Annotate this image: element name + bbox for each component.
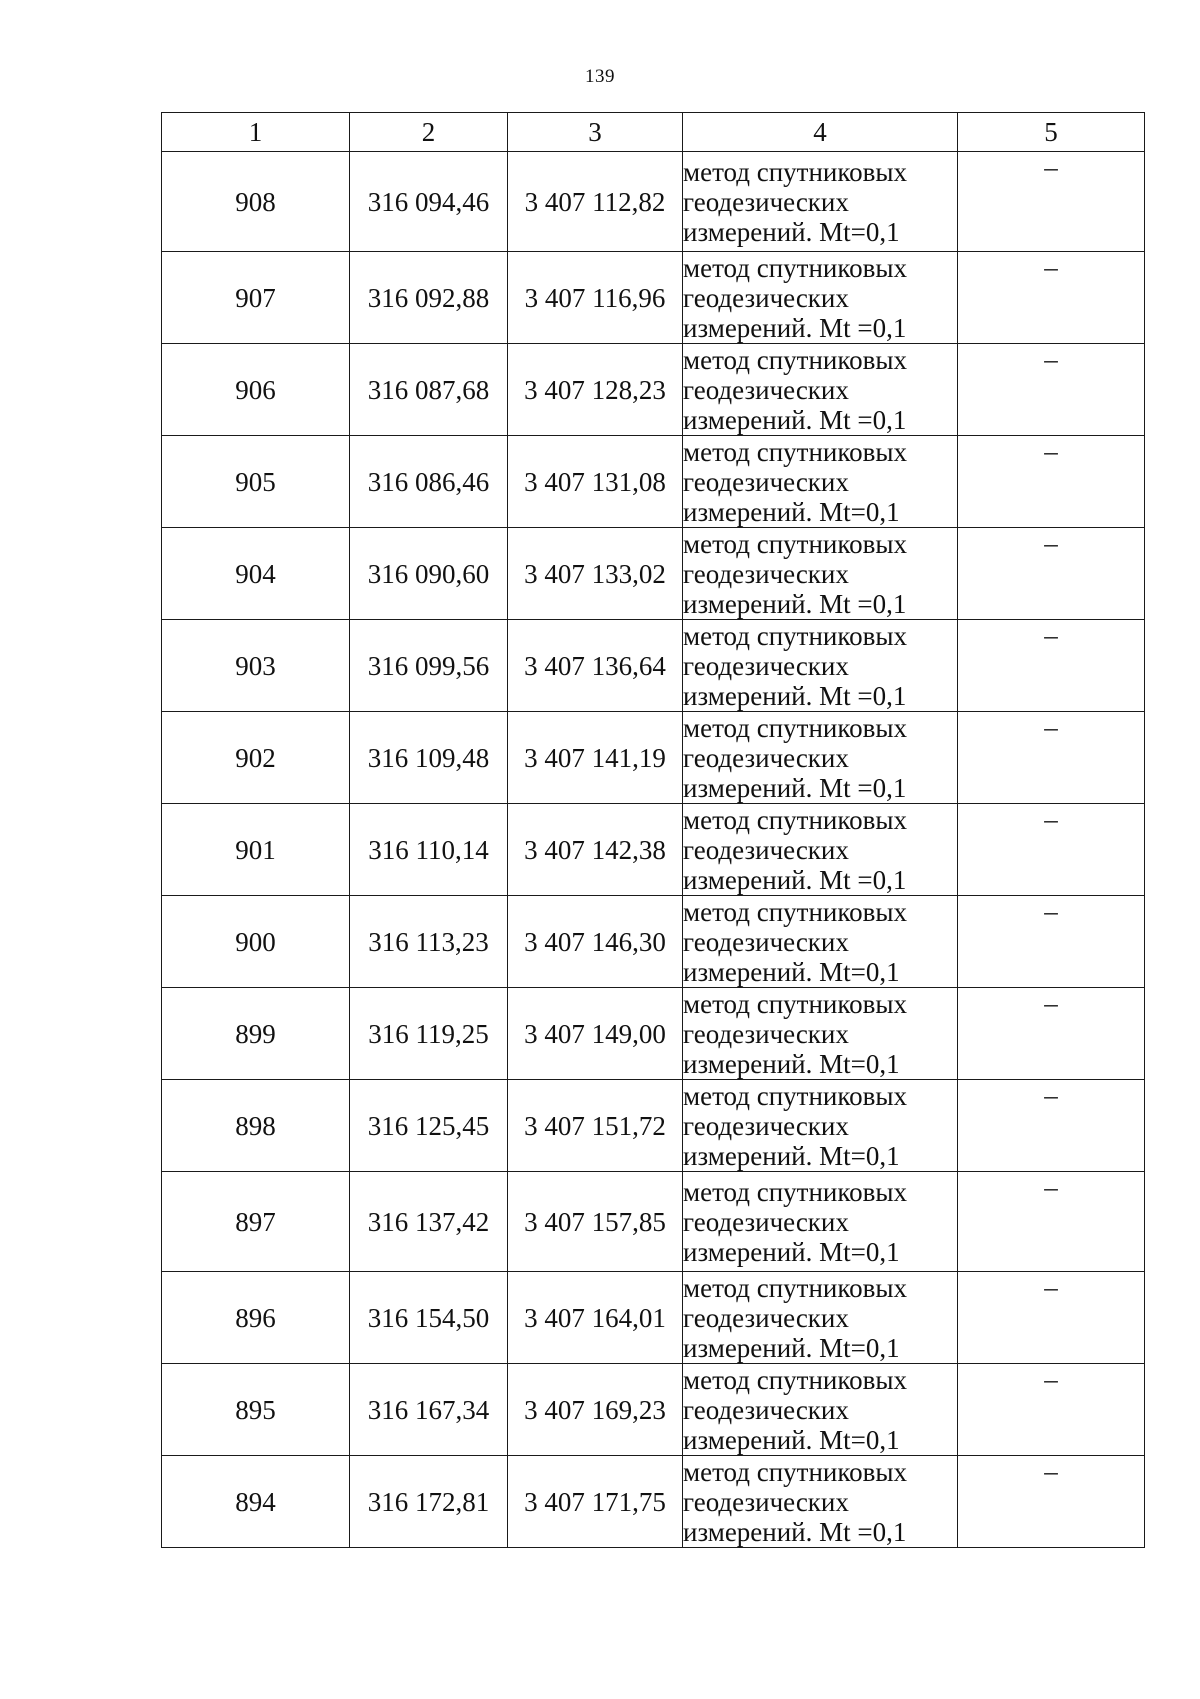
table-row: [162, 252, 1145, 344]
method-line-1: метод спутниковых: [683, 988, 907, 1019]
method-line-2: геодезических: [683, 282, 849, 313]
method-cell: [683, 1172, 958, 1272]
point-number-cell: 894: [162, 1456, 350, 1548]
note-cell: –: [958, 804, 1145, 896]
y-coordinate-cell: 3 407 133,02: [508, 528, 683, 620]
table-row: [162, 436, 1145, 528]
method-line-3: измерений. Mt =0,1: [683, 404, 907, 435]
method-cell: [683, 1364, 958, 1456]
method-cell: [683, 620, 958, 712]
point-number-cell: 897: [162, 1172, 350, 1272]
method-cell: [683, 436, 958, 528]
method-line-3: измерений. Mt=0,1: [683, 1140, 900, 1171]
point-number-cell: 900: [162, 896, 350, 988]
method-cell: [683, 988, 958, 1080]
method-line-2: геодезических: [683, 466, 849, 497]
y-coordinate-cell: 3 407 164,01: [508, 1272, 683, 1364]
method-line-2: геодезических: [683, 1110, 849, 1141]
table-row: [162, 152, 1145, 252]
method-line-3: измерений. Mt =0,1: [683, 864, 907, 895]
method-cell: [683, 152, 958, 252]
point-number-cell: 898: [162, 1080, 350, 1172]
header-cell-2: 2: [350, 113, 508, 152]
method-line-3: измерений. Mt=0,1: [683, 216, 900, 247]
point-number-cell: 907: [162, 252, 350, 344]
method-line-3: измерений. Mt =0,1: [683, 680, 907, 711]
header-cell-4: 4: [683, 113, 958, 152]
method-cell: [683, 252, 958, 344]
method-cell: [683, 344, 958, 436]
header-row: [162, 113, 1145, 152]
point-number-cell: 908: [162, 152, 350, 252]
method-line-2: геодезических: [683, 1302, 849, 1333]
method-line-2: геодезических: [683, 1486, 849, 1517]
method-line-1: метод спутниковых: [683, 1272, 907, 1303]
point-number-cell: 896: [162, 1272, 350, 1364]
method-line-1: метод спутниковых: [683, 896, 907, 927]
x-coordinate-cell: 316 137,42: [350, 1172, 508, 1272]
header-cell-1: 1: [162, 113, 350, 152]
point-number-cell: 902: [162, 712, 350, 804]
point-number-cell: 895: [162, 1364, 350, 1456]
x-coordinate-cell: 316 167,34: [350, 1364, 508, 1456]
method-line-2: геодезических: [683, 650, 849, 681]
table-row: [162, 1364, 1145, 1456]
page-number: 139: [585, 66, 615, 87]
method-line-3: измерений. Mt=0,1: [683, 1048, 900, 1079]
x-coordinate-cell: 316 172,81: [350, 1456, 508, 1548]
method-line-1: метод спутниковых: [683, 1176, 907, 1207]
point-number-cell: 904: [162, 528, 350, 620]
x-coordinate-cell: 316 113,23: [350, 896, 508, 988]
note-cell: –: [958, 1080, 1145, 1172]
method-line-1: метод спутниковых: [683, 156, 907, 187]
note-cell: –: [958, 988, 1145, 1080]
x-coordinate-cell: 316 110,14: [350, 804, 508, 896]
point-number-cell: 906: [162, 344, 350, 436]
table-row: [162, 344, 1145, 436]
method-cell: [683, 1080, 958, 1172]
method-cell: [683, 896, 958, 988]
method-line-1: метод спутниковых: [683, 1080, 907, 1111]
method-line-3: измерений. Mt =0,1: [683, 588, 907, 619]
x-coordinate-cell: 316 087,68: [350, 344, 508, 436]
method-line-3: измерений. Mt =0,1: [683, 312, 907, 343]
table-row: [162, 1272, 1145, 1364]
method-line-3: измерений. Mt=0,1: [683, 1236, 900, 1267]
header-cell-5: 5: [958, 113, 1145, 152]
table-row: [162, 1080, 1145, 1172]
table-row: [162, 712, 1145, 804]
y-coordinate-cell: 3 407 146,30: [508, 896, 683, 988]
table-row: [162, 988, 1145, 1080]
method-line-1: метод спутниковых: [683, 252, 907, 283]
y-coordinate-cell: 3 407 169,23: [508, 1364, 683, 1456]
x-coordinate-cell: 316 094,46: [350, 152, 508, 252]
method-line-1: метод спутниковых: [683, 804, 907, 835]
coordinates-table: [161, 112, 1145, 1548]
method-line-3: измерений. Mt =0,1: [683, 1516, 907, 1547]
point-number-cell: 903: [162, 620, 350, 712]
y-coordinate-cell: 3 407 171,75: [508, 1456, 683, 1548]
y-coordinate-cell: 3 407 151,72: [508, 1080, 683, 1172]
method-line-1: метод спутниковых: [683, 712, 907, 743]
note-cell: –: [958, 1364, 1145, 1456]
method-line-2: геодезических: [683, 742, 849, 773]
method-line-2: геодезических: [683, 834, 849, 865]
y-coordinate-cell: 3 407 157,85: [508, 1172, 683, 1272]
method-line-2: геодезических: [683, 374, 849, 405]
table-row: [162, 620, 1145, 712]
point-number-cell: 905: [162, 436, 350, 528]
header-cell-3: 3: [508, 113, 683, 152]
method-line-2: геодезических: [683, 558, 849, 589]
y-coordinate-cell: 3 407 141,19: [508, 712, 683, 804]
method-line-2: геодезических: [683, 926, 849, 957]
x-coordinate-cell: 316 119,25: [350, 988, 508, 1080]
table-header: [162, 113, 1145, 152]
point-number-cell: 899: [162, 988, 350, 1080]
method-line-2: геодезических: [683, 1018, 849, 1049]
method-line-1: метод спутниковых: [683, 436, 907, 467]
x-coordinate-cell: 316 086,46: [350, 436, 508, 528]
table-row: [162, 1456, 1145, 1548]
note-cell: –: [958, 252, 1145, 344]
note-cell: –: [958, 712, 1145, 804]
method-line-3: измерений. Mt=0,1: [683, 1424, 900, 1455]
note-cell: –: [958, 528, 1145, 620]
method-line-1: метод спутниковых: [683, 620, 907, 651]
method-line-1: метод спутниковых: [683, 1364, 907, 1395]
method-line-2: геодезических: [683, 1206, 849, 1237]
note-cell: –: [958, 344, 1145, 436]
table-row: [162, 896, 1145, 988]
table-row: [162, 804, 1145, 896]
table-body: [162, 152, 1145, 1548]
note-cell: –: [958, 152, 1145, 252]
x-coordinate-cell: 316 092,88: [350, 252, 508, 344]
point-number-cell: 901: [162, 804, 350, 896]
note-cell: –: [958, 1272, 1145, 1364]
table-row: [162, 1172, 1145, 1272]
method-cell: [683, 804, 958, 896]
y-coordinate-cell: 3 407 131,08: [508, 436, 683, 528]
method-line-1: метод спутниковых: [683, 528, 907, 559]
x-coordinate-cell: 316 099,56: [350, 620, 508, 712]
method-cell: [683, 528, 958, 620]
x-coordinate-cell: 316 125,45: [350, 1080, 508, 1172]
note-cell: –: [958, 1172, 1145, 1272]
note-cell: –: [958, 1456, 1145, 1548]
note-cell: –: [958, 896, 1145, 988]
x-coordinate-cell: 316 090,60: [350, 528, 508, 620]
note-cell: –: [958, 620, 1145, 712]
method-line-1: метод спутниковых: [683, 1456, 907, 1487]
y-coordinate-cell: 3 407 116,96: [508, 252, 683, 344]
method-line-3: измерений. Mt=0,1: [683, 496, 900, 527]
method-cell: [683, 1272, 958, 1364]
method-cell: [683, 712, 958, 804]
note-cell: –: [958, 436, 1145, 528]
y-coordinate-cell: 3 407 142,38: [508, 804, 683, 896]
method-line-3: измерений. Mt =0,1: [683, 772, 907, 803]
method-line-2: геодезических: [683, 186, 849, 217]
x-coordinate-cell: 316 154,50: [350, 1272, 508, 1364]
y-coordinate-cell: 3 407 149,00: [508, 988, 683, 1080]
method-line-3: измерений. Mt=0,1: [683, 1332, 900, 1363]
method-cell: [683, 1456, 958, 1548]
table-row: [162, 528, 1145, 620]
y-coordinate-cell: 3 407 136,64: [508, 620, 683, 712]
y-coordinate-cell: 3 407 128,23: [508, 344, 683, 436]
method-line-1: метод спутниковых: [683, 344, 907, 375]
y-coordinate-cell: 3 407 112,82: [508, 152, 683, 252]
method-line-3: измерений. Mt=0,1: [683, 956, 900, 987]
x-coordinate-cell: 316 109,48: [350, 712, 508, 804]
method-line-2: геодезических: [683, 1394, 849, 1425]
